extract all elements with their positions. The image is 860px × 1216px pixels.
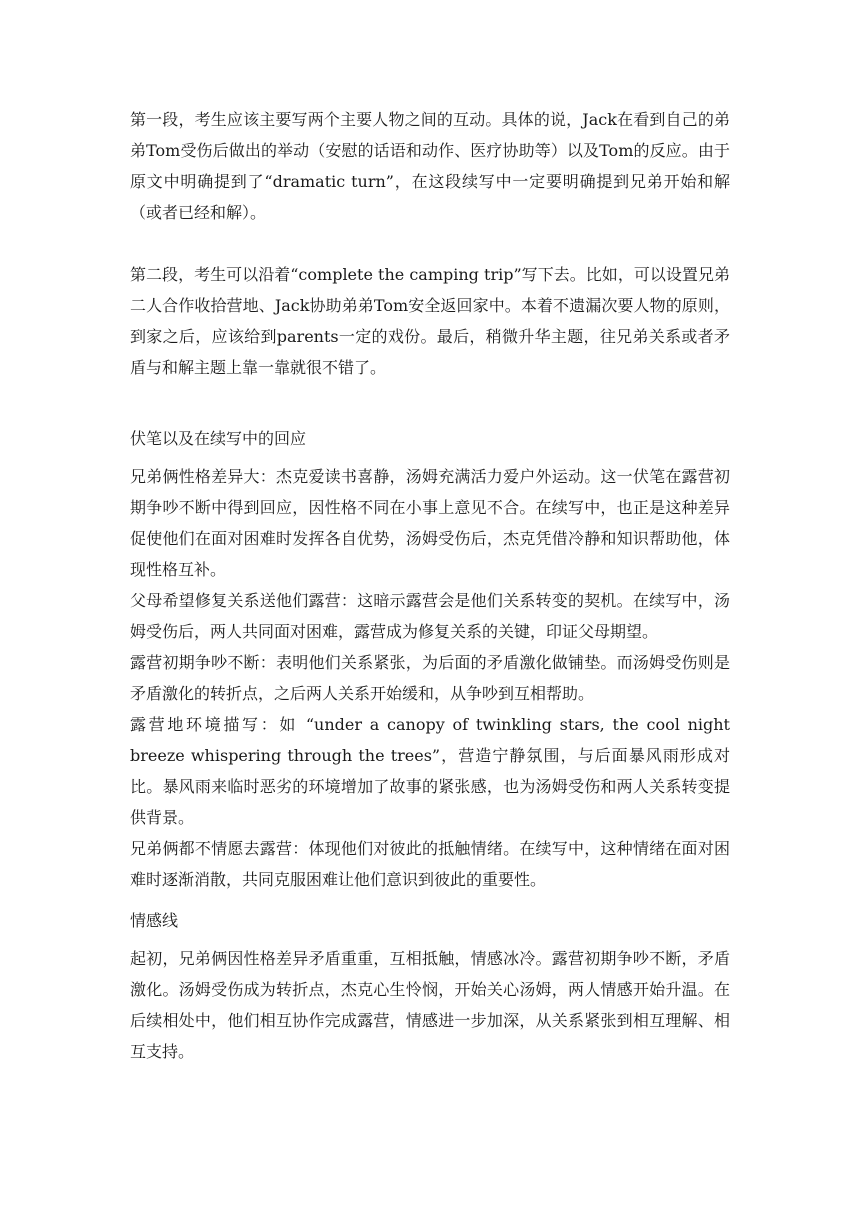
foreshadowing-item: 兄弟俩都不情愿去露营：体现他们对彼此的抵触情绪。在续写中，这种情绪在面对困难时逐渐消散，共同克服困难让他们意识到彼此的重要性。 [130, 839, 730, 889]
section-heading-emotion-line: 情感线 [130, 911, 179, 930]
document-page [130, 104, 730, 1067]
spacer [130, 228, 730, 259]
paragraph-second-section: 第二段，考生可以沿着“complete the camping trip”写下去。比如，可以设置兄弟二人合作收拾营地、Jack协助弟弟Tom安全返回家中。本着不遗漏次要人物的原则，到家之后，应该给到parents一定的戏份。最后，稍微升华主题，往兄弟关系或者矛盾与和解主题上靠一靠就很不错了。 [130, 265, 730, 377]
foreshadowing-item: 露营初期争吵不断：表明他们关系紧张，为后面的矛盾激化做铺垫。而汤姆受伤则是矛盾激化的转折点，之后两人关系开始缓和，从争吵到互相帮助。 [130, 653, 730, 703]
spacer [130, 895, 730, 905]
section-heading-foreshadowing: 伏笔以及在续写中的回应 [130, 429, 307, 448]
foreshadowing-item: 露营地环境描写：如 “under a canopy of twinkling stars, the cool night breeze whispering through the trees”，营造宁静氛围，与后面暴风雨形成对比。暴风雨来临时恶劣的环境增加了故事的紧张感，也为汤姆受伤和两人关系转变提供背景。 [130, 715, 730, 827]
foreshadowing-item: 兄弟俩性格差异大：杰克爱读书喜静，汤姆充满活力爱户外运动。这一伏笔在露营初期争吵不断中得到回应，因性格不同在小事上意见不合。在续写中，也正是这种差异促使他们在面对困难时发挥各自优势，汤姆受伤后，杰克凭借冷静和知识帮助他，体现性格互补。 [130, 467, 730, 579]
foreshadowing-item: 父母希望修复关系送他们露营：这暗示露营会是他们关系转变的契机。在续写中，汤姆受伤后，两人共同面对困难，露营成为修复关系的关键，印证父母期望。 [130, 591, 730, 641]
emotion-line-paragraph: 起初，兄弟俩因性格差异矛盾重重，互相抵触，情感冰冷。露营初期争吵不断，矛盾激化。汤姆受伤成为转折点，杰克心生怜悯，开始关心汤姆，两人情感开始升温。在后续相处中，他们相互协作完成露营，情感进一步加深，从关系紧张到相互理解、相互支持。 [130, 949, 730, 1061]
paragraph-first-section: 第一段，考生应该主要写两个主要人物之间的互动。具体的说，Jack在看到自己的弟弟Tom受伤后做出的举动（安慰的话语和动作、医疗协助等）以及Tom的反应。由于原文中明确提到了“dramatic turn”，在这段续写中一定要明确提到兄弟开始和解（或者已经和解）。 [130, 110, 730, 222]
spacer [130, 383, 730, 423]
